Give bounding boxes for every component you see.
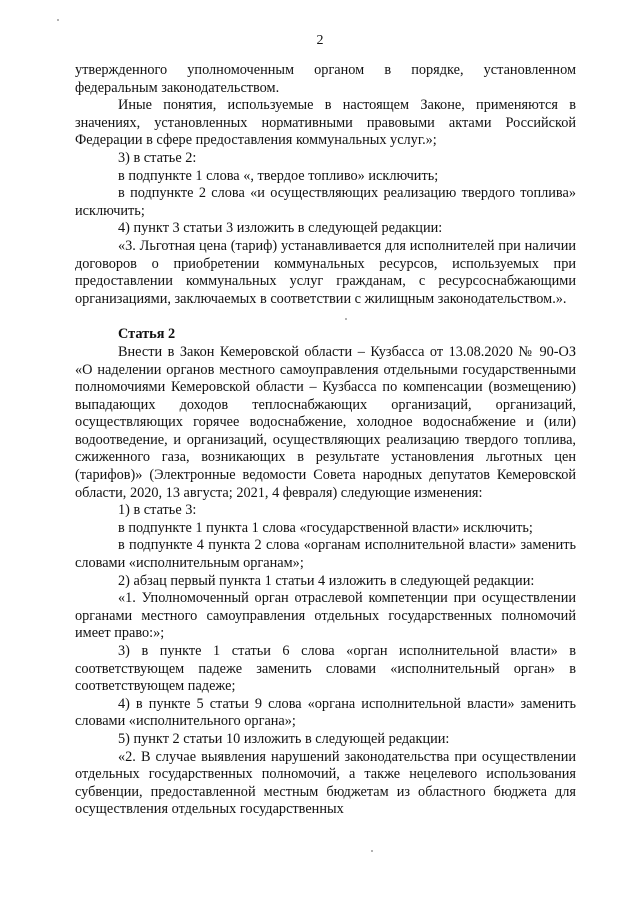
article-heading: Статья 2	[118, 326, 176, 343]
paragraph: 4) в пункте 5 статьи 9 слова «органа исполнительной власти» заменить словами «исполнительного органа»;	[75, 695, 576, 730]
paragraph: 4) пункт 3 статьи 3 изложить в следующей редакции:	[118, 220, 443, 237]
paragraph: в подпункте 2 слова «и осуществляющих реализацию твердого топлива» исключить;	[75, 185, 576, 219]
paragraph: «1. Уполномоченный орган отраслевой компетенции при осуществлении органами местного самоуправления отдельных государственных полномочий имеет право:»;	[75, 590, 576, 642]
paragraph: 2) абзац первый пункта 1 статьи 4 изложить в следующей редакции:	[118, 572, 535, 589]
paragraph-continuation: утвержденного уполномоченным органом в порядке, установленном федеральным законодательством.	[75, 62, 576, 96]
paragraph: в подпункте 4 пункта 2 слова «органам исполнительной власти» заменить словами «исполнительным органам»;	[75, 537, 576, 572]
paragraph: в подпункте 1 пункта 1 слова «государственной власти» исключить;	[118, 519, 533, 536]
paragraph: 5) пункт 2 статьи 10 изложить в следующей редакции:	[118, 730, 450, 747]
page-number: 2	[316, 33, 324, 48]
scan-speck	[371, 850, 373, 852]
paragraph: «2. В случае выявления нарушений законодательства при осуществлении отдельных государственных полномочий, а также нецелевого использования субвенции, предоставленной местным бюджетам из областного бюджета для осуществления отдельных государственных	[75, 748, 576, 818]
paragraph: 1) в статье 3:	[118, 502, 197, 519]
paragraph: Иные понятия, используемые в настоящем Законе, применяются в значениях, установленных нормативными правовыми актами Российской Федерации в сфере предоставления коммунальных услуг.»;	[75, 97, 576, 149]
document-body	[75, 62, 576, 819]
paragraph: 3) в пункте 1 статьи 6 слова «орган исполнительной власти» в соответствующем падеже заменить словами «исполнительный орган» в соответствующем падеже;	[75, 643, 576, 695]
scan-speck	[57, 19, 59, 21]
scan-speck	[345, 318, 347, 320]
paragraph: 3) в статье 2:	[118, 149, 197, 166]
paragraph: в подпункте 1 слова «, твердое топливо» исключить;	[118, 167, 439, 184]
paragraph: «3. Льготная цена (тариф) устанавливается для исполнителей при наличии договоров о приобретении коммунальных ресурсов, используемых при предоставлении коммунальных услуг гражданам, с ресурсоснабжающими организациями, заключаемых в соответствии с жилищным законодательством.».	[75, 237, 576, 307]
paragraph: Внести в Закон Кемеровской области – Кузбасса от 13.08.2020 № 90-ОЗ «О наделении органов местного самоуправления отдельными государственными полномочиями Кемеровской области – Кузбасса по компенсации (возмещению) выпадающих доходов теплоснабжающих организаций, организаций, осуществляющих горячее водоснабжение, холодное водоснабжение и (или) водоотведение, и организаций, осуществляющих реализацию твердого топлива, сжиженного газа, возникающих в результате установления льготных цен (тарифов)» (Электронные ведомости Совета народных депутатов Кемеровской области, 2020, 13 августа; 2021, 4 февраля) следующие изменения:	[75, 343, 576, 501]
